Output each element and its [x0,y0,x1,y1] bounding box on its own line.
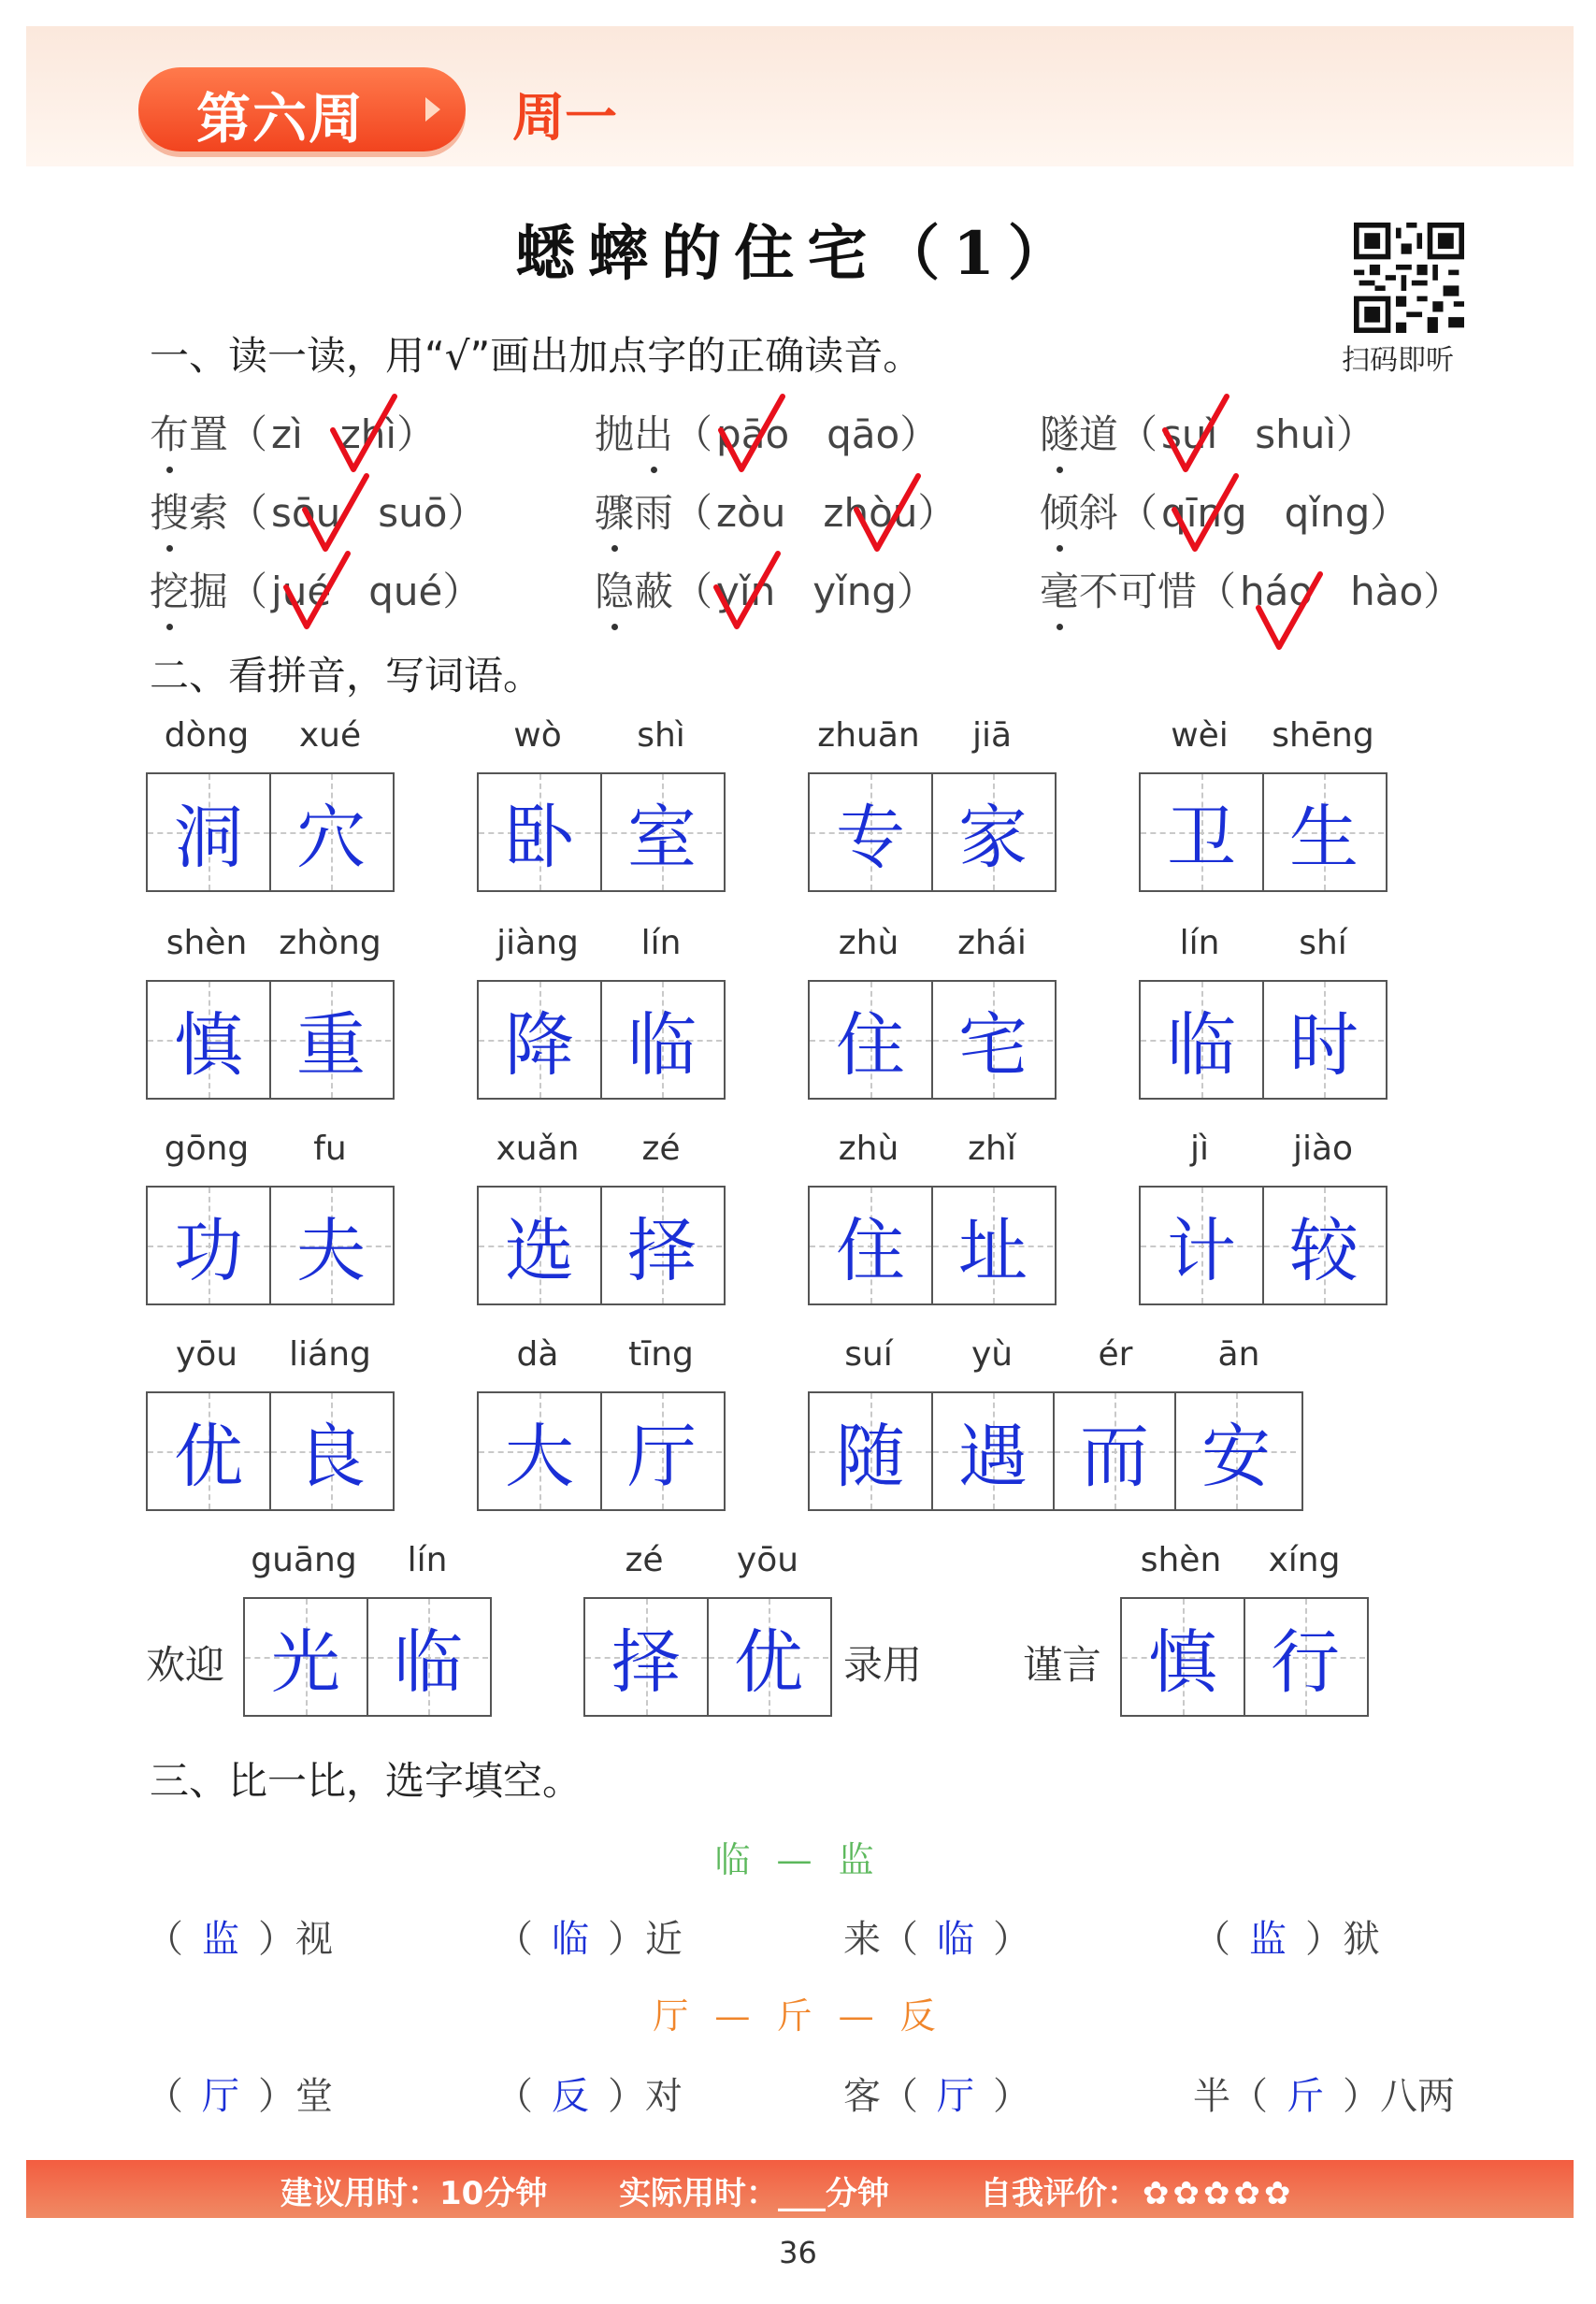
written-char: 穴 [296,798,366,878]
answer-blank[interactable]: 厅 [937,2075,974,2118]
paren-open: （ [146,1918,183,1961]
writing-grid[interactable] [243,1597,492,1717]
grid-cell[interactable] [600,774,722,890]
paren-open: （ [1193,1918,1230,1961]
writing-grid[interactable] [1139,980,1388,1100]
dotted-char: 骤 [595,482,634,539]
fill-suffix: 狱 [1343,1918,1380,1961]
fill-suffix: 堂 [295,2075,333,2118]
paren-open: （ [1230,2075,1268,2118]
written-char: 住 [836,1211,905,1291]
star-icon[interactable]: ✿ [1143,2175,1170,2212]
reading-item [1040,561,1462,617]
paren-open: （ [673,411,713,457]
written-char: 临 [394,1622,463,1703]
written-char: 遇 [958,1417,1028,1497]
word-suffix: 不可惜 [1079,569,1198,614]
pair-group1: 临 — 监 [714,1839,882,1880]
paren-close: ） [897,569,937,614]
paren-open: （ [881,1918,918,1961]
pinyin-label: shèn [1140,1541,1222,1579]
answer-blank[interactable]: 斤 [1287,2075,1324,2118]
pinyin-label: shèn [165,924,248,962]
written-char: 生 [1289,798,1359,878]
written-char: 时 [1289,1005,1359,1086]
answer-blank[interactable]: 反 [552,2075,589,2118]
writing-grid[interactable] [146,980,395,1100]
fill-suffix: 对 [645,2075,683,2118]
paren-open: （ [228,490,268,536]
paren-close: ） [1343,2075,1380,2118]
writing-grid[interactable] [146,1391,395,1511]
pinyin-label: zhái [957,924,1027,962]
grid-cell[interactable] [810,1188,931,1303]
grid-cell[interactable] [931,1393,1053,1509]
written-char: 安 [1201,1417,1271,1497]
self-evaluation-label: 自我评价： [980,2175,1139,2212]
pinyin-label: guāng [251,1541,357,1579]
paren-close: ） [993,2075,1030,2118]
written-char: 优 [174,1417,243,1497]
written-char: 宅 [958,1005,1028,1086]
written-char: 夫 [296,1211,366,1291]
pinyin-label: zhòng [279,924,381,962]
answer-blank[interactable]: 厅 [202,2075,239,2118]
pinyin-option[interactable]: sōu [271,490,341,536]
section1-heading: 一、读一读，用“√”画出加点字的正确读音。 [150,333,923,379]
pinyin-option[interactable]: háo [1240,569,1314,614]
paren-close: ） [442,569,482,614]
fill-prefix: 客 [843,2075,881,2118]
paren-open: （ [1197,569,1237,614]
grid-cell[interactable] [479,982,600,1098]
rating-stars[interactable] [1139,2175,1291,2212]
pinyin-option[interactable]: hào [1350,569,1424,614]
phrase-before: 欢迎 [146,1642,225,1688]
written-char: 址 [958,1211,1028,1291]
phrase-before: 谨言 [1023,1642,1102,1688]
check-mark-icon [711,550,785,634]
writing-grid[interactable] [477,1391,726,1511]
written-char: 优 [734,1622,803,1703]
pinyin-label: zé [625,1541,664,1579]
fill-blank-item [496,2066,683,2120]
pinyin-label: jì [1189,1130,1209,1168]
self-evaluation [980,2167,1291,2213]
written-char: 行 [1271,1622,1340,1703]
pinyin-option[interactable]: zì [271,411,303,457]
writing-grid[interactable] [1139,1186,1388,1305]
grid-cell[interactable] [1141,982,1262,1098]
written-char: 计 [1167,1211,1236,1291]
grid-cell[interactable] [148,774,269,890]
written-char: 慎 [174,1005,243,1086]
written-char: 洞 [174,798,243,878]
paren-close: ） [1336,411,1376,457]
paren-close: ） [258,1918,295,1961]
written-char: 临 [1167,1005,1236,1086]
qr-code-icon[interactable] [1354,223,1464,333]
pinyin-option[interactable]: qǐng [1284,490,1371,536]
written-char: 降 [505,1005,574,1086]
grid-cell[interactable] [707,1599,828,1715]
pinyin-label: zhuān [817,716,920,755]
written-char: 随 [836,1417,905,1497]
word-suffix: 蔽 [634,569,674,614]
grid-cell[interactable] [269,1393,391,1509]
writing-grid[interactable] [808,1391,1303,1511]
fill-blank-item [1193,2066,1455,2120]
pinyin-label: xué [298,716,362,755]
grid-cell[interactable] [148,1393,269,1509]
writing-grid[interactable] [477,1186,726,1305]
written-char: 大 [505,1417,574,1497]
word-suffix: 置 [189,411,229,457]
pinyin-label: zé [641,1130,681,1168]
grid-cell[interactable] [367,1599,488,1715]
pinyin-option[interactable]: qīng [1161,490,1247,536]
star-icon[interactable]: ✿ [1203,2175,1230,2212]
paren-open: （ [496,1918,533,1961]
day-label: 周一 [512,88,617,149]
pinyin-option[interactable]: yǐng [812,569,898,614]
written-char: 功 [174,1211,243,1291]
grid-cell[interactable] [479,1188,600,1303]
grid-cell[interactable] [148,1188,269,1303]
writing-grid[interactable] [1139,772,1388,892]
paren-open: （ [496,2075,533,2118]
pinyin-option[interactable]: qué [368,569,443,614]
grid-cell[interactable] [1262,982,1384,1098]
grid-cell[interactable] [245,1599,367,1715]
word-suffix: 道 [1079,411,1119,457]
grid-cell[interactable] [148,982,269,1098]
written-char: 较 [1289,1211,1359,1291]
dotted-char: 毫 [1040,561,1079,617]
grid-cell[interactable] [1174,1393,1296,1509]
paren-close: ） [1370,490,1410,536]
dotted-char: 挖 [150,561,189,617]
writing-grid[interactable] [808,1186,1057,1305]
check-mark-icon [1253,570,1328,655]
pair-group2: 厅 — 斤 — 反 [653,1995,943,2037]
pinyin-label: wèi [1171,716,1229,755]
answer-blank[interactable]: 临 [937,1918,974,1961]
paren-close: ） [1305,1918,1343,1961]
pinyin-label: yōu [736,1541,799,1579]
fill-blank-item [843,2066,1030,2120]
writing-grid[interactable] [1120,1597,1369,1717]
check-mark-icon [851,472,926,556]
pinyin-label: dà [516,1335,559,1374]
grid-cell[interactable] [269,982,391,1098]
writing-grid[interactable] [808,772,1057,892]
paren-open: （ [1118,411,1158,457]
pinyin-label: shēng [1272,716,1374,755]
fill-prefix: 半 [1193,2075,1230,2118]
pinyin-label: fu [313,1130,347,1168]
pinyin-label: gōng [164,1130,250,1168]
grid-cell[interactable] [600,1393,722,1509]
grid-cell[interactable] [1262,774,1384,890]
fill-blank-item [843,1909,1030,1963]
paren-open: （ [881,2075,918,2118]
pinyin-option[interactable]: shuì [1255,411,1337,457]
grid-cell[interactable] [1141,1188,1262,1303]
pinyin-label: yōu [175,1335,238,1374]
written-char: 厅 [627,1417,697,1497]
pinyin-label: shì [637,716,685,755]
pinyin-option[interactable]: suì [1161,411,1218,457]
pinyin-label: lín [640,924,682,962]
check-mark-icon [715,393,790,477]
writing-grid[interactable] [808,980,1057,1100]
dotted-char: 布 [150,404,189,460]
fill-suffix: 八两 [1380,2075,1455,2118]
pinyin-label: jiàng [496,924,579,962]
dotted-char: 隧 [1040,404,1079,460]
pinyin-option[interactable]: yǐn [716,569,776,614]
dotted-char: 倾 [1040,482,1079,539]
word-suffix: 雨 [634,490,674,536]
word-suffix: 斜 [1079,490,1119,536]
pinyin-option[interactable]: qāo [827,411,900,457]
fill-blank-item [1193,1909,1380,1963]
pinyin-option[interactable]: jué [271,569,332,614]
paren-close: ） [917,490,957,536]
fill-blank-item [146,1909,333,1963]
check-mark-icon [327,393,402,477]
pinyin-label: xíng [1268,1541,1341,1579]
phrase-after: 录用 [843,1642,923,1688]
paren-close: ） [447,490,487,536]
grid-cell[interactable] [479,1393,600,1509]
answer-blank[interactable]: 监 [202,1918,239,1961]
paren-close: ） [258,2075,295,2118]
grid-cell[interactable] [810,1393,931,1509]
written-char: 择 [627,1211,697,1291]
paren-close: ） [899,411,940,457]
pinyin-label: zhù [838,924,899,962]
pinyin-label: dòng [164,716,250,755]
pinyin-label: jiā [971,716,1013,755]
written-char: 卫 [1167,798,1236,878]
word-suffix: 索 [189,490,229,536]
written-char: 家 [958,798,1028,878]
writing-grid[interactable] [146,772,395,892]
pinyin-label: jiào [1292,1130,1354,1168]
grid-cell[interactable] [931,982,1053,1098]
writing-grid[interactable] [477,772,726,892]
grid-cell[interactable] [810,982,931,1098]
fill-blank-item [146,2066,333,2120]
paren-open: （ [673,490,713,536]
pinyin-option[interactable]: zòu [716,490,786,536]
pinyin-label: yù [971,1335,1014,1374]
actual-time: 实际用时：___分钟 [619,2175,889,2212]
written-char: 光 [271,1622,340,1703]
pinyin-label: suí [844,1335,893,1374]
dotted-char: 隐 [595,561,634,617]
written-char: 室 [627,798,697,878]
written-char: 择 [611,1622,681,1703]
pinyin-option[interactable]: pāo [716,411,790,457]
written-char: 住 [836,1005,905,1086]
pinyin-label: tīng [628,1335,694,1374]
check-mark-icon [1169,472,1244,556]
grid-cell[interactable] [585,1599,707,1715]
pinyin-label: ér [1098,1335,1133,1374]
star-icon[interactable]: ✿ [1264,2175,1291,2212]
written-char: 临 [627,1005,697,1086]
written-char: 卧 [505,798,574,878]
check-mark-icon [299,472,374,556]
pinyin-label: xuǎn [496,1130,580,1168]
word-suffix: 掘 [189,569,229,614]
paren-open: （ [673,569,713,614]
fill-blank-item [496,1909,683,1963]
word-prefix: 抛 [595,411,635,457]
pinyin-label: lín [407,1541,448,1579]
week-label: 第六周 [196,87,366,151]
writing-grid[interactable] [583,1597,832,1717]
pinyin-label: liáng [289,1335,371,1374]
grid-cell[interactable] [810,774,931,890]
paren-open: （ [228,411,268,457]
paren-close: ） [993,1918,1030,1961]
pinyin-label: shí [1299,924,1347,962]
paren-open: （ [228,569,268,614]
section3-heading: 三、比一比，选字填空。 [150,1758,582,1804]
dotted-char: 搜 [150,482,189,539]
star-icon[interactable]: ✿ [1172,2175,1200,2212]
written-char: 重 [296,1005,366,1086]
written-char: 而 [1080,1417,1149,1497]
fill-prefix: 来 [843,1918,881,1961]
answer-blank[interactable]: 监 [1249,1918,1287,1961]
answer-blank[interactable]: 临 [552,1918,589,1961]
qr-label: 扫码即听 [1342,344,1454,377]
writing-grid[interactable] [146,1186,395,1305]
written-char: 良 [296,1417,366,1497]
pinyin-label: wò [513,716,562,755]
page-number: 36 [779,2235,817,2270]
grid-cell[interactable] [269,774,391,890]
paren-open: （ [1118,490,1158,536]
pinyin-label: zhù [838,1130,899,1168]
dotted-char: 出 [634,404,673,460]
grid-cell[interactable] [1053,1393,1174,1509]
section2-heading: 二、看拼音，写词语。 [150,653,543,698]
pinyin-option[interactable]: zhì [339,411,397,457]
check-mark-icon [1159,393,1234,477]
suggested-time: 建议用时：10分钟 [280,2175,548,2212]
star-icon[interactable]: ✿ [1233,2175,1260,2212]
pinyin-label: lín [1179,924,1220,962]
written-char: 选 [505,1211,574,1291]
pinyin-label: ān [1217,1335,1260,1374]
fill-suffix: 近 [645,1918,683,1961]
pinyin-label: zhǐ [968,1130,1016,1168]
page-title: 蟋蟀的住宅（1） [515,219,1081,289]
paren-close: ） [1423,569,1463,614]
grid-cell[interactable] [269,1188,391,1303]
grid-cell[interactable] [1244,1599,1365,1715]
check-mark-icon [280,550,355,634]
grid-cell[interactable] [479,774,600,890]
pinyin-option[interactable]: zhòu [823,490,918,536]
grid-cell[interactable] [600,1188,722,1303]
paren-close: ） [608,1918,645,1961]
paren-open: （ [146,2075,183,2118]
written-char: 慎 [1148,1622,1217,1703]
grid-cell[interactable] [931,1188,1053,1303]
writing-grid[interactable] [477,980,726,1100]
grid-cell[interactable] [1262,1188,1384,1303]
fill-suffix: 视 [295,1918,333,1961]
arrow-right-icon [425,97,440,122]
grid-cell[interactable] [931,774,1053,890]
grid-cell[interactable] [1122,1599,1244,1715]
written-char: 专 [836,798,905,878]
grid-cell[interactable] [600,982,722,1098]
grid-cell[interactable] [1141,774,1262,890]
paren-close: ） [608,2075,645,2118]
paren-close: ） [396,411,437,457]
pinyin-option[interactable]: suō [378,490,448,536]
